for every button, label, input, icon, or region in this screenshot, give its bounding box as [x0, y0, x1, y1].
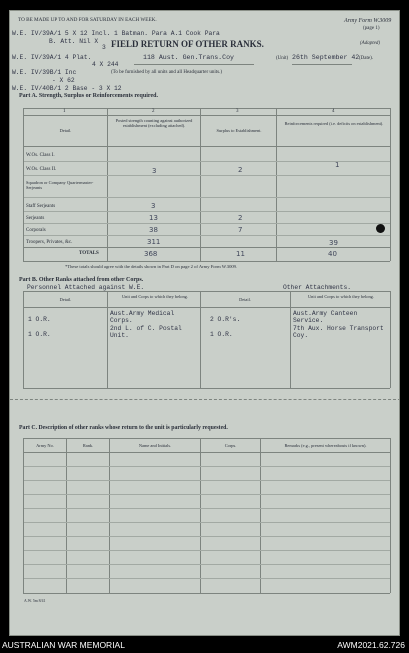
rule — [24, 550, 390, 551]
rule — [260, 438, 261, 593]
archive-footer — [0, 636, 409, 653]
rule — [390, 438, 391, 593]
col-header-detail: Detail. — [59, 128, 72, 133]
typed-line-2b: 3 — [102, 44, 106, 51]
rule — [390, 108, 391, 261]
part-c-col-name: Name and Initials. — [138, 443, 172, 448]
total-reinf: 40 — [328, 250, 337, 258]
row-label-staff-sjt: Staff Serjeants — [26, 204, 56, 209]
part-a-heading: Part A. Strength, Surplus or Reinforcements required. — [19, 93, 158, 99]
col-header-surplus: Surplus to Establishment. — [216, 128, 262, 133]
part-b-col-detail-1: Detail. — [59, 297, 72, 302]
total-surplus: 11 — [236, 250, 245, 258]
row-label-wo1: W.Os. Class I. — [26, 153, 55, 158]
part-b-row1-unit1: Aust.Army Medical Corps. — [110, 310, 175, 324]
part-c-col-corps: Corps. — [224, 443, 237, 448]
top-note: TO BE MADE UP TO AND FOR SATURDAY IN EACH WEEK. — [18, 17, 157, 23]
rule — [24, 480, 390, 481]
rule — [23, 247, 390, 248]
footer-institution: AUSTRALIAN WAR MEMORIAL — [2, 640, 125, 650]
col-header-reinf: Reinforcements required (i.e. deficits on establishment). — [284, 121, 384, 126]
row-label-wo2: W.Os. Class II. — [26, 167, 57, 172]
print-code: A.W. 5m 8/41 — [24, 599, 46, 603]
rule — [23, 388, 390, 389]
rule — [24, 536, 390, 537]
unit-name: 118 Aust. Gen.Trans.Coy — [143, 54, 235, 61]
posted-corporals: 38 — [149, 226, 158, 234]
rule — [24, 223, 390, 224]
rule — [200, 291, 201, 388]
part-b-row2-unit2: 7th Aux. Horse Transport Coy. — [293, 325, 384, 339]
rule — [24, 235, 390, 236]
total-posted: 368 — [144, 250, 158, 258]
col-number-3: 3 — [236, 109, 239, 114]
rule — [23, 593, 390, 594]
rule — [24, 564, 390, 565]
rule — [390, 291, 391, 388]
rule — [290, 291, 291, 388]
typed-line-3: W.E. IV/39A/1 4 Plat. — [12, 54, 92, 61]
part-b-row2-unit1: 2nd L. of C. Postal Unit. — [110, 325, 182, 339]
page-label: (page 1) — [363, 26, 380, 31]
part-b-row1-detail1: 1 O.R. — [28, 316, 51, 323]
col-number-1: 1 — [63, 109, 66, 114]
rule — [23, 115, 390, 116]
typed-line-3b: 4 X 244 — [92, 61, 119, 68]
col-number-4: 4 — [332, 109, 335, 114]
part-c-col-rank: Rank. — [82, 443, 94, 448]
rule — [276, 108, 277, 261]
typed-line-4b: - X 62 — [52, 77, 75, 84]
row-label-cqms: Squadron or Company Quartermaster-Serjeants — [26, 180, 94, 190]
punch-hole — [376, 224, 385, 233]
typed-line-4: W.E. IV/39B/1 Inc — [12, 69, 77, 76]
part-b-sub-right: Other Attachments. — [283, 284, 352, 291]
return-date: 26th September 42 — [292, 54, 360, 61]
rule — [23, 438, 390, 439]
rule — [24, 508, 390, 509]
rule — [107, 291, 108, 388]
unit-label: (Unit) — [276, 56, 289, 61]
furnish-note: (To be furnished by all units and all Headquarter units.) — [111, 70, 223, 75]
adapted-label: (Adapted) — [360, 41, 380, 46]
typed-line-5: W.E. IV/40B/1 2 Base - 3 X 12 — [12, 85, 122, 92]
part-b-row1-detail2: 2 O.R's. — [210, 316, 241, 323]
posted-staff-sjt: 3 — [151, 202, 156, 210]
rule — [24, 211, 390, 212]
rule — [24, 175, 390, 176]
rule — [24, 197, 390, 198]
part-b-sub-left: Personnel Attached against W.E. — [27, 284, 145, 291]
rule — [23, 307, 390, 308]
reinf-wo2: 1 — [335, 161, 340, 169]
date-label: (Date). — [359, 56, 374, 61]
rule — [24, 466, 390, 467]
surplus-corporals: 7 — [238, 226, 243, 234]
rule — [23, 452, 390, 453]
totals-label: TOTALS — [79, 251, 99, 256]
part-b-heading: Part B. Other Ranks attached from other Corps. — [19, 277, 144, 283]
part-c-heading: Part C. Description of other ranks whose return to the unit is particularly requested. — [19, 425, 228, 431]
row-label-corporals: Corporals — [26, 228, 46, 233]
typed-line-2: B. Att. Nil X — [49, 38, 99, 45]
posted-troopers: 311 — [147, 238, 161, 246]
rule — [109, 438, 110, 593]
part-b-row2-detail2: 1 O.R. — [210, 331, 233, 338]
col-number-2: 2 — [152, 109, 155, 114]
part-a-note: *These totals should agree with the details shown in Part D on page 2 of Army Form W.3009. — [65, 264, 238, 269]
rule — [23, 438, 24, 593]
row-label-troopers: Troopers, Privates, &c. — [26, 240, 73, 245]
form-page — [9, 10, 400, 636]
part-b-row1-unit2: Aust.Army Canteen Service. — [293, 310, 358, 324]
col-header-posted: Posted strength counting against authorized establishment (excluding attached). — [115, 118, 193, 128]
rule — [107, 108, 108, 261]
footer-accession: AWM2021.62.726 — [337, 640, 405, 650]
rule — [66, 438, 67, 593]
posted-wo2: 3 — [152, 167, 157, 175]
reinf-troopers: 39 — [329, 239, 338, 247]
fold-line — [10, 399, 400, 400]
rule — [200, 438, 201, 593]
rule — [200, 108, 201, 261]
form-id: Army Form W.3009 — [344, 18, 392, 24]
part-c-col-remarks: Remarks (e.g., present whereabouts if known). — [284, 443, 367, 448]
surplus-wo2: 2 — [238, 166, 243, 174]
rule — [24, 494, 390, 495]
typed-line-1: W.E. IV/39A/1 5 X 12 Incl. 1 Batman. Para A.1 Cook Para — [12, 30, 220, 37]
rule — [23, 291, 24, 388]
part-b-col-unit-1: Unit and Corps to which they belong. — [122, 294, 188, 299]
rule — [23, 146, 390, 147]
part-c-col-army-no: Army No. — [36, 443, 54, 448]
part-b-col-unit-2: Unit and Corps to which they belong. — [308, 294, 374, 299]
unit-underline — [134, 64, 254, 65]
surplus-serjeants: 2 — [238, 214, 243, 222]
rule — [24, 578, 390, 579]
rule — [23, 291, 390, 292]
date-underline — [292, 64, 352, 65]
part-b-col-detail-2: Detail. — [239, 297, 251, 302]
row-label-serjeants: Serjeants — [26, 216, 45, 221]
posted-serjeants: 13 — [149, 214, 158, 222]
part-b-row2-detail1: 1 O.R. — [28, 331, 51, 338]
rule — [24, 522, 390, 523]
rule — [23, 261, 390, 262]
form-title: FIELD RETURN OF OTHER RANKS. — [111, 39, 264, 49]
